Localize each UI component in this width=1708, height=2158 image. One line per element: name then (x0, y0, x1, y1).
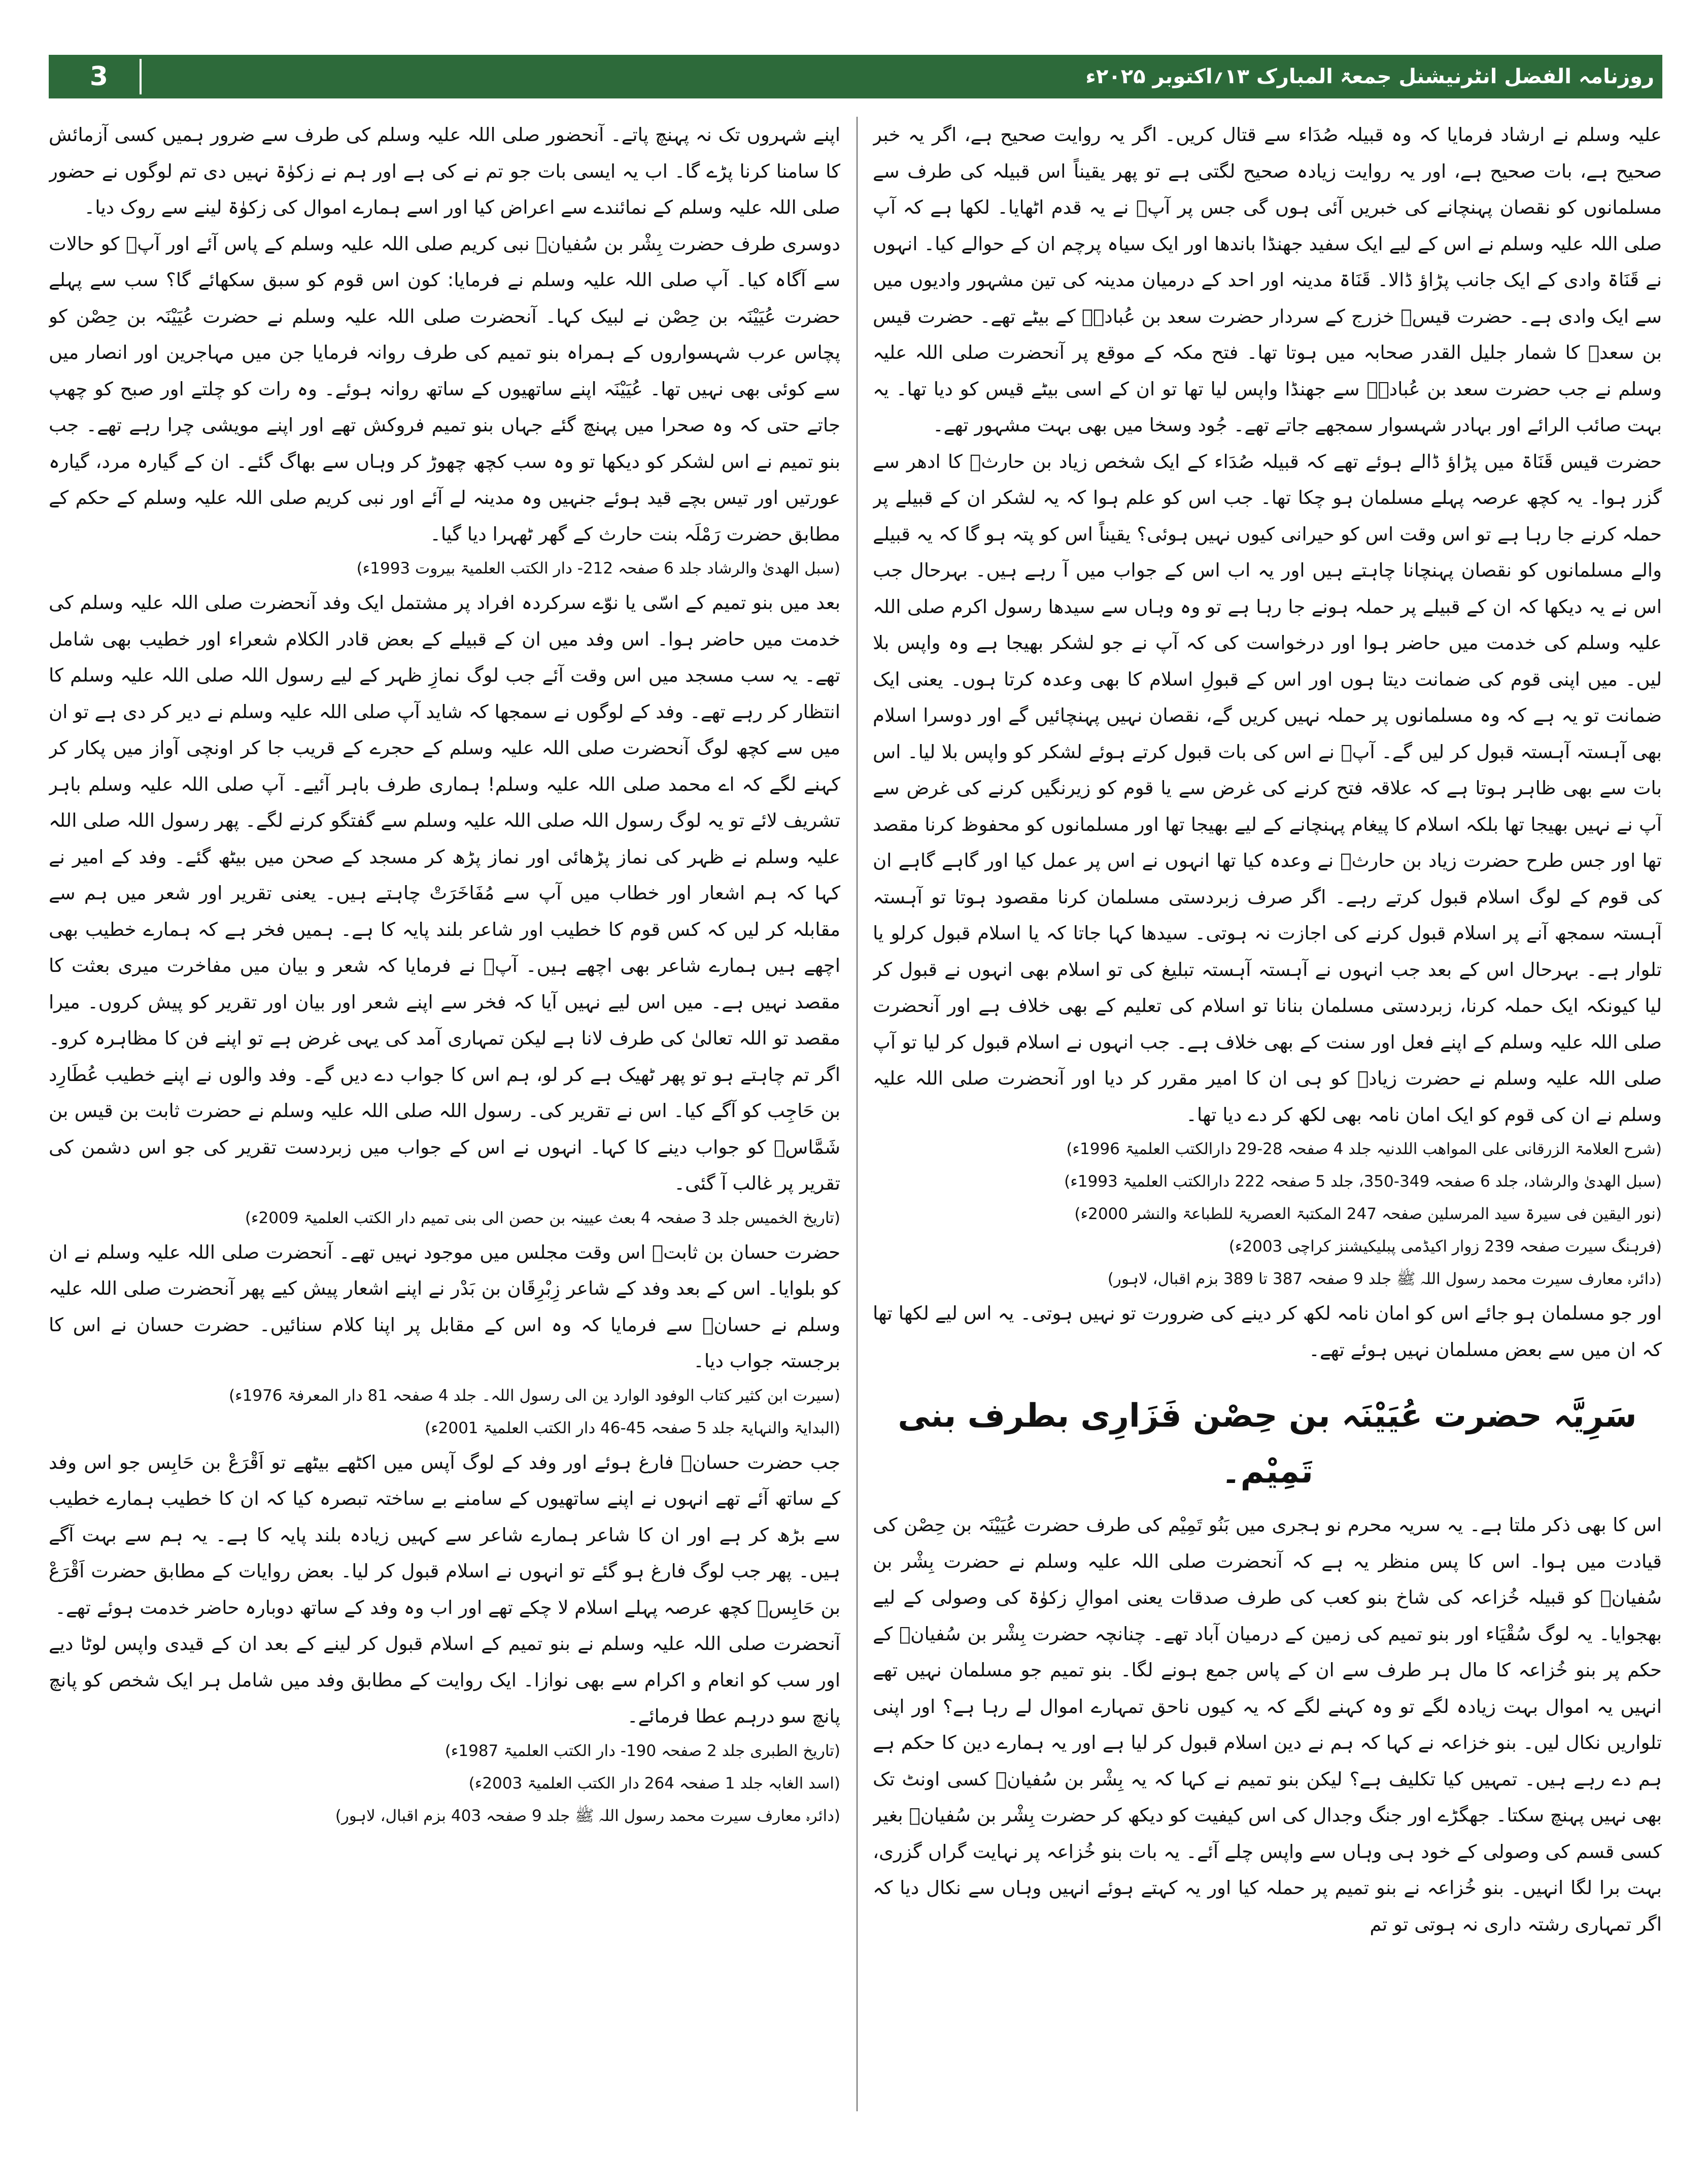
reference: (سبل الھدیٰ والرشاد، جلد 6 صفحہ 349-350، جلد 5 صفحہ 222 دارالکتب العلمیۃ 1993ء) (1064, 1172, 1662, 1191)
reference: (تاریخ الطبری جلد 2 صفحہ 190- دار الکتب العلمیۃ 1987ء) (445, 1741, 840, 1760)
reference: (فرہنگ سیرت صفحہ 239 زوار اکیڈمی پبلیکیشنز کراچی 2003ء) (1228, 1237, 1662, 1256)
article-paragraph: آنحضرت صلی اللہ علیہ وسلم نے بنو تمیم کے اسلام قبول کر لینے کے بعد ان کے قیدی واپس لوٹا دیے اور سب کو انعام و اکرام سے بھی نوازا۔ ایک روایت کے مطابق وفد میں شامل ہر ایک شخص کو پانچ پانچ سو درہم عطا فرمائے۔ (49, 1633, 840, 1727)
reference: (تاریخ الخمیس جلد 3 صفحہ 4 بعث عیینہ بن حصن الی بنی تمیم دار الکتب العلمیۃ 2009ء) (245, 1208, 840, 1227)
reference: (سیرت ابن کثیر کتاب الوفود الوارد ین الی رسول اللہ۔ جلد 4 صفحہ 81 دار المعرفۃ 1976ء) (228, 1386, 840, 1405)
right-column (873, 117, 1662, 2111)
reference: (دائرہ معارف سیرت محمد رسول اللہ ﷺ جلد 9 صفحہ 403 بزم اقبال، لاہور) (335, 1806, 840, 1825)
page-number: 3 (89, 61, 109, 92)
article-paragraph: جب حضرت حسانؓ فارغ ہوئے اور وفد کے لوگ آپس میں اکٹھے بیٹھے تو اَقْرَعْ بن حَابِس جو اس وفد کے ساتھ آئے تھے انہوں نے اپنے ساتھیوں کے سامنے بے ساختہ تبصرہ کیا کہ ان کا خطیب ہمارے خطیب سے بڑھ کر ہے اور ان کا شاعر ہمارے شاعر سے کہیں زیادہ بلند پایہ کا ہے۔ یہ ہم سے بہت آگے ہیں۔ پھر جب لوگ فارغ ہو گئے تو انہوں نے اسلام قبول کر لیا۔ بعض روایات کے مطابق حضرت اَقْرَعْ بن حَابِسؓ کچھ عرصہ پہلے اسلام لا چکے تھے اور اب وہ وفد کے ساتھ دوبارہ حاضر خدمت ہوئے تھے۔ (49, 1451, 840, 1618)
reference: (شرح العلامۃ الزرقانی علی المواھب اللدنیہ جلد 4 صفحہ 28-29 دارالکتب العلمیۃ 1996ء) (1066, 1140, 1662, 1158)
article-paragraph: حضرت حسان بن ثابتؓ اس وقت مجلس میں موجود نہیں تھے۔ آنحضرت صلی اللہ علیہ وسلم نے ان کو بلوایا۔ اس کے بعد وفد کے شاعر زِبْرِقَان بن بَدْر نے اپنے اشعار پیش کیے پھر آنحضرت صلی اللہ علیہ وسلم نے حسانؓ سے فرمایا کہ وہ اس کے مقابل پر اپنا کلام سنائیں۔ حضرت حسان نے اس کا برجستہ جواب دیا۔ (49, 1241, 840, 1372)
reference: (نور الیقین فی سیرۃ سید المرسلین صفحہ 247 المکتبۃ العصریۃ للطباعۃ والنشر 2000ء) (1074, 1205, 1662, 1223)
article-paragraph: اس کا بھی ذکر ملتا ہے۔ یہ سریہ محرم نو ہجری میں بَنُو تَمِیْم کی طرف حضرت عُیَیْنَہ بن حِصْن کی قیادت میں ہوا۔ اس کا پس منظر یہ ہے کہ آنحضرت صلی اللہ علیہ وسلم نے حضرت بِشْر بن سُفیانؓ کو قبیلہ خُزاعہ کی شاخ بنو کعب کی طرف صدقات یعنی اموالِ زکوٰۃ کی وصولی کے لیے بھجوایا۔ یہ لوگ سُقْیَاء اور بنو تمیم کی زمین کے درمیان آباد تھے۔ چنانچہ حضرت بِشْر بن سُفیانؓ کے حکم پر بنو خُزاعہ کا مال ہر طرف سے ان کے پاس جمع ہونے لگا۔ بنو تمیم جو مسلمان نہیں تھے انہیں یہ اموال بہت زیادہ لگے تو وہ کہنے لگے کہ یہ کیوں ناحق تمہارے اموال لے رہا ہے؟ اور اپنی تلواریں نکال لیں۔ بنو خزاعہ نے کہا کہ ہم نے دین اسلام قبول کر لیا ہے اور یہ ہمارے دین کا حکم ہے ہم دے رہے ہیں۔ تمہیں کیا تکلیف ہے؟ لیکن بنو تمیم نے کہا کہ یہ بِشْر بن سُفیانؓ کسی اونٹ تک بھی نہیں پہنچ سکتا۔ جھگڑے اور جنگ وجدال کی اس کیفیت کو دیکھ کر حضرت بِشْر بن سُفیانؓ بغیر کسی قسم کی وصولی کے خود ہی وہاں سے واپس چلے آئے۔ یہ بات بنو خُزاعہ پر نہایت گراں گزری، بہت برا لگا انہیں۔ بنو خُزاعہ نے بنو تمیم پر حملہ کیا اور یہ کہتے ہوئے انہیں وہاں سے نکال دیا کہ اگر تمہاری رشتہ داری نہ ہوتی تو تم (873, 1514, 1662, 1935)
left-column (49, 117, 840, 2111)
article-paragraph: اور جو مسلمان ہو جائے اس کو امان نامہ لکھ کر دینے کی ضرورت تو نہیں ہوتی۔ یہ اس لیے لکھا تھا کہ ان میں سے بعض مسلمان نہیں ہوئے تھے۔ (873, 1302, 1662, 1361)
reference: (اسد الغابہ جلد 1 صفحہ 264 دار الکتب العلمیۃ 2003ء) (468, 1774, 840, 1793)
reference: (دائرہ معارف سیرت محمد رسول اللہ ﷺ جلد 9 صفحہ 387 تا 389 بزم اقبال، لاہور) (1107, 1270, 1662, 1288)
article-paragraph: حضرت قیس قَنَاۃ میں پڑاؤ ڈالے ہوئے تھے کہ قبیلہ صُدَاء کے ایک شخص زیاد بن حارثؓ کا ادھر سے گزر ہوا۔ یہ کچھ عرصہ پہلے مسلمان ہو چکا تھا۔ جب اس کو علم ہوا کہ یہ لشکر ان کے قبیلے پر حملہ کرنے جا رہا ہے تو اس وقت اس کو حیرانی کیوں نہیں ہوئی؟ یقیناً اس کو پتہ ہو گا کہ یہ قبیلے والے مسلمانوں کو نقصان پہنچانا چاہتے ہیں اور یہ اب اس کے جواب میں آ رہے ہیں۔ بہرحال جب اس نے یہ دیکھا کہ ان کے قبیلے پر حملہ ہونے جا رہا ہے تو وہ وہاں سے سیدھا رسول اکرم صلی اللہ علیہ وسلم کی خدمت میں حاضر ہوا اور درخواست کی کہ آپ نے جو لشکر بھیجا ہے وہ واپس بلا لیں۔ میں اپنی قوم کی ضمانت دیتا ہوں اور اس کے قبولِ اسلام کا بھی وعدہ کرتا ہوں۔ یعنی ایک ضمانت تو یہ ہے کہ وہ مسلمانوں پر حملہ نہیں کریں گے، نقصان نہیں پہنچائیں گے اور دوسرا اسلام بھی آہستہ آہستہ قبول کر لیں گے۔ آپؐ نے اس کی بات قبول کرتے ہوئے لشکر کو واپس بلا لیا۔ اس بات سے بھی ظاہر ہوتا ہے کہ علاقہ فتح کرنے کی غرض سے یا قوم کو زیرنگیں کرنے کی غرض سے آپ نے نہیں بھیجا تھا بلکہ اسلام کا پیغام پہنچانے کے لیے بھیجا تھا اور مسلمانوں کو محفوظ کرنا مقصد تھا اور جس طرح حضرت زیاد بن حارثؓ نے وعدہ کیا تھا انہوں نے اس پر عمل کیا اور گاہے گاہے ان کی قوم کے لوگ اسلام قبول کرتے رہے۔ اگر صرف زبردستی مسلمان کرنا مقصود ہوتا تو آہستہ آہستہ سمجھ آنے پر اسلام قبول کرنے کی اجازت نہ ہوتی۔ سیدھا کہا جاتا کہ یا اسلام قبول کرلو یا تلوار ہے۔ بہرحال اس کے بعد جب انہوں نے آہستہ آہستہ تبلیغ کی تو اسلام بھی انہوں نے قبول کر لیا کیونکہ ایک حملہ کرنا، زبردستی مسلمان بنانا تو اسلام کی تعلیم کے بھی خلاف ہے اور آنحضرت صلی اللہ علیہ وسلم کے اپنے فعل اور سنت کے بھی خلاف ہے۔ جب انہوں نے اسلام قبول کر لیا تو آپ صلی اللہ علیہ وسلم نے حضرت زیادؓ کو ہی ان کا امیر مقرر کر دیا اور آنحضرت صلی اللہ علیہ وسلم نے ان کی قوم کو ایک امان نامہ بھی لکھ کر دے دیا تھا۔ (873, 450, 1662, 1126)
column-divider (857, 117, 858, 2111)
newspaper-title: روزنامہ الفضل انٹرنیشنل جمعۃ المبارک ۱۳؍اکتوبر ۲۰۲۵ء (1085, 65, 1654, 88)
reference: (سبل الھدیٰ والرشاد جلد 6 صفحہ 212- دار الکتب العلمیۃ بیروت 1993ء) (356, 559, 840, 578)
article-paragraph: علیہ وسلم نے ارشاد فرمایا کہ وہ قبیلہ صُدَاء سے قتال کریں۔ اگر یہ روایت صحیح ہے، اگر یہ خبر صحیح ہے، بات صحیح ہے، اور یہ روایت زیادہ صحیح لگتی ہے تو پھر یقیناً اس قبیلہ کی طرف سے مسلمانوں کو نقصان پہنچانے کی خبریں آئی ہوں گی جس پر آپؐ نے یہ قدم اٹھایا۔ لکھا ہے کہ آپ صلی اللہ علیہ وسلم نے اس کے لیے ایک سفید جھنڈا باندھا اور ایک سیاہ پرچم ان کے حوالے کیا۔ انہوں نے قَنَاۃ وادی کے ایک جانب پڑاؤ ڈالا۔ قَنَاۃ مدینہ اور احد کے درمیان مدینہ کی تین مشہور وادیوں میں سے ایک وادی ہے۔ حضرت قیسؓ خزرج کے سردار حضرت سعد بن عُبادہؓ کے بیٹے تھے۔ حضرت قیس بن سعدؓ کا شمار جلیل القدر صحابہ میں ہوتا تھا۔ فتح مکہ کے موقع پر آنحضرت صلی اللہ علیہ وسلم نے جب حضرت سعد بن عُبادہؓ سے جھنڈا واپس لیا تھا تو ان کے اسی بیٹے قیس کو دیا تھا۔ یہ بہت صائب الرائے اور بہادر شہسوار سمجھے جاتے تھے۔ جُود وسخا میں بھی بہت مشہور تھے۔ (873, 124, 1662, 436)
article-paragraph: اپنے شہروں تک نہ پہنچ پاتے۔ آنحضور صلی اللہ علیہ وسلم کی طرف سے ضرور ہمیں کسی آزمائش کا سامنا کرنا پڑے گا۔ اب یہ ایسی بات جو تم نے کی ہے اور ہم نے زکوٰۃ نہیں دی تم لوگوں نے حضور صلی اللہ علیہ وسلم کے نمائندے سے اعراض کیا اور اسے ہمارے اموال کی زکوٰۃ لینے سے روک دیا۔ (49, 124, 840, 218)
article-paragraph: بعد میں بنو تمیم کے اسّی یا نوّے سرکردہ افراد پر مشتمل ایک وفد آنحضرت صلی اللہ علیہ وسلم کی خدمت میں حاضر ہوا۔ اس وفد میں ان کے قبیلے کے بعض قادر الکلام شعراء اور خطیب بھی شامل تھے۔ یہ سب مسجد میں اس وقت آئے جب لوگ نمازِ ظہر کے لیے رسول اللہ صلی اللہ علیہ وسلم کا انتظار کر رہے تھے۔ وفد کے لوگوں نے سمجھا کہ شاید آپ صلی اللہ علیہ وسلم نے دیر کر دی ہے تو ان میں سے کچھ لوگ آنحضرت صلی اللہ علیہ وسلم کے حجرے کے قریب جا کر اونچی آواز میں پکار کر کہنے لگے کہ اے محمد صلی اللہ علیہ وسلم! ہماری طرف باہر آئیے۔ آپ صلی اللہ علیہ وسلم باہر تشریف لائے تو یہ لوگ رسول اللہ صلی اللہ علیہ وسلم سے گفتگو کرنے لگے۔ پھر رسول اللہ صلی اللہ علیہ وسلم نے ظہر کی نماز پڑھائی اور نماز پڑھ کر مسجد کے صحن میں بیٹھ گئے۔ وفد کے امیر نے کہا کہ ہم اشعار اور خطاب میں آپ سے مُفَاخَرَتْ چاہتے ہیں۔ یعنی تقریر اور شعر میں ہم سے مقابلہ کر لیں کہ کس قوم کا خطیب اور شاعر بلند پایہ کا ہے۔ ہمیں فخر ہے کہ ہمارے خطیب بھی اچھے ہیں ہمارے شاعر بھی اچھے ہیں۔ آپؐ نے فرمایا کہ شعر و بیان میں مفاخرت میری بعثت کا مقصد نہیں ہے۔ میں اس لیے نہیں آیا کہ فخر سے اپنے شعر اور بیان اور تقریر کو پیش کروں۔ میرا مقصد تو اللہ تعالیٰ کی طرف لانا ہے لیکن تمہاری آمد کی یہی غرض ہے تو اپنے فن کا مظاہرہ کرو۔ اگر تم چاہتے ہو تو پھر ٹھیک ہے کر لو، ہم اس کا جواب دے دیں گے۔ وفد والوں نے اپنے خطیب عُطَارِد بن حَاجِب کو آگے کیا۔ اس نے تقریر کی۔ رسول اللہ صلی اللہ علیہ وسلم نے حضرت ثابت بن قیس بن شَمَّاسؓ کو جواب دینے کا کہا۔ انہوں نے اس کے جواب میں زبردست تقریر کی جو اس دشمن کی تقریر پر غالب آ گئی۔ (49, 592, 840, 1194)
section-heading: سَرِیَّہ حضرت عُیَیْنَہ بن حِصْن فَزَارِی بطرف بنی تَمِیْم۔ (898, 1397, 1637, 1491)
reference: (البدایۃ والنہایۃ جلد 5 صفحہ 45-46 دار الکتب العلمیۃ 2001ء) (424, 1419, 840, 1437)
header-divider (140, 59, 142, 94)
article-paragraph: دوسری طرف حضرت بِشْر بن سُفیانؓ نبی کریم صلی اللہ علیہ وسلم کے پاس آئے اور آپؐ کو حالات سے آگاہ کیا۔ آپ صلی اللہ علیہ وسلم نے فرمایا: کون اس قوم کو سبق سکھائے گا؟ سب سے پہلے حضرت عُیَیْنَہ بن حِصْن نے لبیک کہا۔ آنحضرت صلی اللہ علیہ وسلم نے حضرت عُیَیْنَہ بن حِصْن کو پچاس عرب شہسواروں کے ہمراہ بنو تمیم کی طرف روانہ فرمایا جن میں مہاجرین اور انصار میں سے کوئی بھی نہیں تھا۔ عُیَیْنَہ اپنے ساتھیوں کے ساتھ روانہ ہوئے۔ وہ رات کو چلتے اور صبح کو چھپ جاتے حتی کہ وہ صحرا میں پہنچ گئے جہاں بنو تمیم فروکش تھے اور اپنے مویشی چرا رہے تھے۔ جب بنو تمیم نے اس لشکر کو دیکھا تو وہ سب کچھ چھوڑ کر وہاں سے بھاگ گئے۔ ان کے گیارہ مرد، گیارہ عورتیں اور تیس بچے قید ہوئے جنہیں وہ مدینہ لے آئے اور نبی کریم صلی اللہ علیہ وسلم کے حکم کے مطابق حضرت رَمْلَہ بنت حارث کے گھر ٹھہرا دیا گیا۔ (49, 232, 840, 545)
